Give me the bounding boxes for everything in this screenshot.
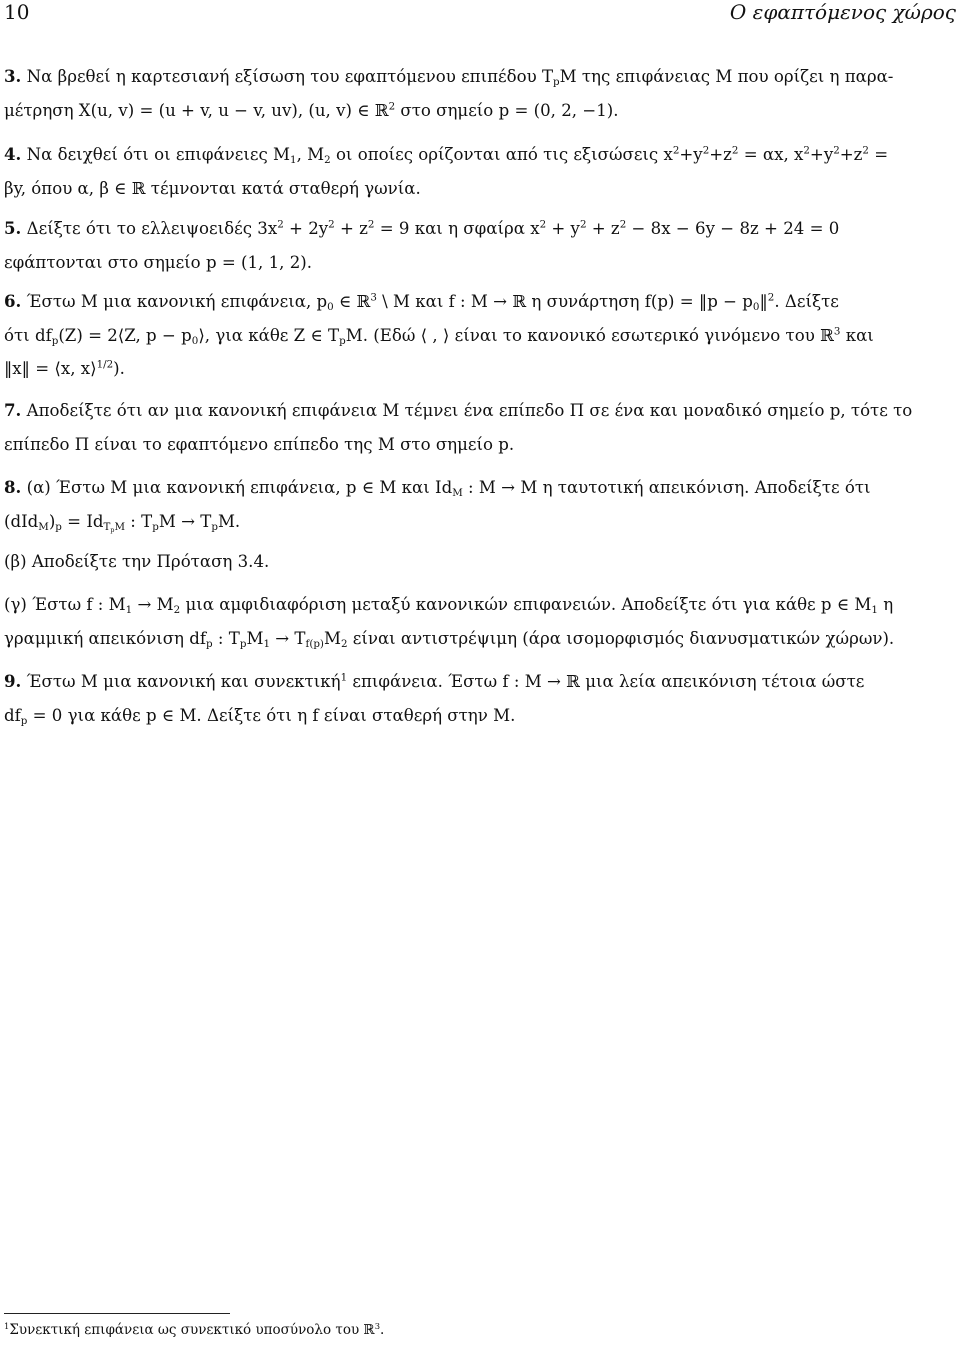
exercise-line: ότι $df_p(Z)$ = 2⟨Z, $p - p_0⟩$, για κάθε Z ∈ $T_pM$. (Εδώ ⟨ , ⟩ είναι το κανονικό εσωτερικό γινόμενο του ℝ$^3$ και [4,325,874,347]
exercise-line: ‖x‖ = ⟨x, x⟩$^{1/2}$). [4,358,125,378]
exercise-line: γραμμική απεικόνιση $df_p$ : $T_pM_1 \to T_{f(p)}M_2$ είναι αντιστρέψιμη (άρα ισομορφισμός διανυσματικών χώρων). [4,628,895,650]
exercise-number: 8. [4,477,22,497]
exercise-5 [4,212,956,279]
exercise-number: 4. [4,144,22,164]
exercise-line: μέτρηση X(u, v) = (u + v, u − v, uv), (u, v) ∈ ℝ$^2$ στο σημείο p = (0, 2, −1). [4,100,619,120]
exercise-text: Έστω M μια κανονική επιφάνεια, $p_0$ ∈ ℝ$^3$ \ M και f : M → ℝ η συνάρτηση f(p) = ‖p − $p_0‖^2$. Δείξτε [26,291,839,314]
exercise-line: βy, όπου α, β ∈ ℝ τέμνονται κατά σταθερή γωνία. [4,178,421,198]
exercise-line: $df_p = 0$ για κάθε p ∈ M. Δείξτε ότι η f είναι σταθερή στην M. [4,705,516,727]
footnote [4,1320,384,1340]
exercise-line [4,212,956,246]
page-number: 10 [4,0,30,24]
exercise-number: 9. [4,671,22,691]
footnote-rule [4,1313,230,1314]
exercise-line [4,665,956,699]
exercise-line: (γ) Έστω f : $M_1 \to M_2$ μια αμφιδιαφόριση μεταξύ κανονικών επιφανειών. Αποδείξτε ότι για κάθε p ∈ $M_1$ η [4,595,894,617]
exercise-text: Να δειχθεί ότι οι επιφάνειες $M_1$, $M_2$ οι οποίες ορίζονται από τις εξισώσεις $x^2+y^2+z^2 = \alpha x$, $x^2+y^2+z^2$ = [26,144,889,167]
exercise-8 [4,471,956,538]
page-header [4,0,956,26]
exercise-3 [4,60,956,127]
exercise-number: 7. [4,400,22,420]
exercise-line [4,285,956,319]
exercise-line: εφάπτονται στο σημείο p = (1, 1, 2). [4,252,313,272]
exercise-line: επίπεδο Π είναι το εφαπτόμενο επίπεδο της M στο σημείο p. [4,434,515,454]
exercise-6 [4,285,956,386]
exercise-number: 3. [4,66,22,86]
running-title: Ο εφαπτόμενος χώρος [729,0,956,24]
exercise-line: $(dId_M)_p = Id_{T_pM}$ : $T_pM \to T_pM$. [4,511,241,534]
exercise-text: (α) Έστω M μια κανονική επιφάνεια, p ∈ M και $Id_M$ : M → M η ταυτοτική απεικόνιση. Αποδείξτε ότι [26,478,871,500]
footnote-marker: 1 [4,1320,10,1331]
footnote-text: Συνεκτική επιφάνεια ως συνεκτικό υποσύνολο του ℝ$^3$. [9,1320,385,1338]
exercise-text: Δείξτε ότι το ελλειψοειδές $3x^2 + 2y^2 + z^2 = 9$ και η σφαίρα $x^2 + y^2 + z^2 - 8x - 6y - 8z + 24 = 0$ [26,218,840,238]
exercise-line [4,394,956,428]
exercise-line: (β) Αποδείξτε την Πρόταση 3.4. [4,552,270,571]
exercise-9 [4,665,956,732]
exercise-line [4,471,956,505]
exercise-7 [4,394,956,461]
exercise-line [4,138,956,172]
exercise-8-part-c [4,588,956,655]
exercise-4 [4,138,956,205]
exercise-line [4,60,956,94]
exercise-text: Να βρεθεί η καρτεσιανή εξίσωση του εφαπτόμενου επιπέδου $T_pM$ της επιφάνειας M που ορίζει η παρα- [26,67,894,89]
exercise-text: Αποδείξτε ότι αν μια κανονική επιφάνεια M τέμνει ένα επίπεδο Π σε ένα και μοναδικό σημείο p, τότε το [26,401,913,420]
exercise-number: 6. [4,291,22,311]
exercise-text: Έστω M μια κανονική και συνεκτική$^1$ επιφάνεια. Έστω f : M → ℝ μια λεία απεικόνιση τέτοια ώστε [26,671,865,691]
exercise-number: 5. [4,218,22,238]
exercise-8-part-b [4,545,956,579]
